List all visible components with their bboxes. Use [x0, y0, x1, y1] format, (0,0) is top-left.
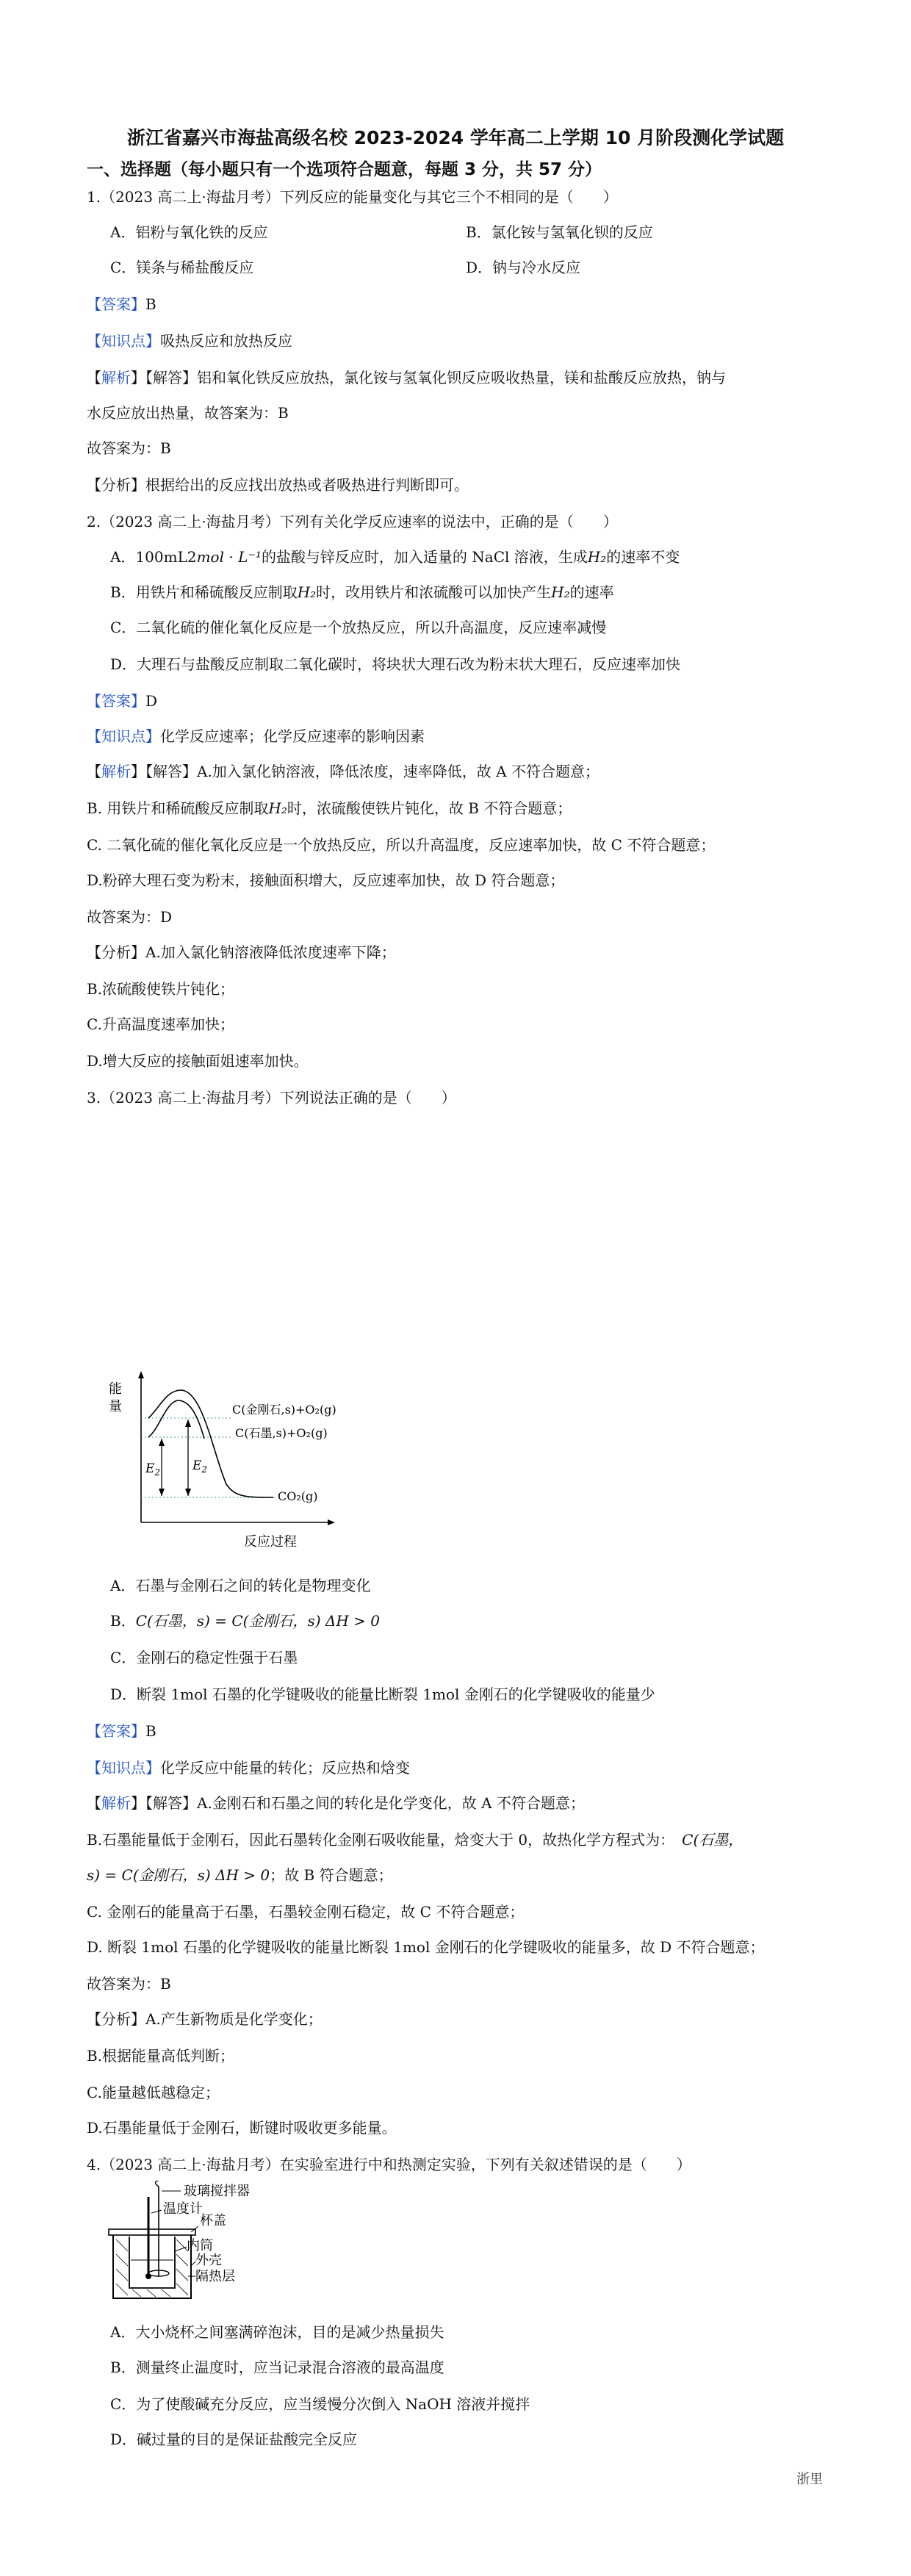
- q3-jieda-2: [87, 1830, 743, 1850]
- q4-option-a[interactable]: A．大小烧杯之间塞满碎泡沫，目的是减少热量损失: [110, 2323, 444, 2341]
- answer-label: 【答案】: [87, 295, 145, 313]
- fenxi-label: 【分析】: [87, 943, 145, 961]
- q3-fenxi-2: B.根据能量高低判断；: [87, 2047, 235, 2065]
- bracket: 】: [131, 763, 145, 780]
- leader-thermometer: [151, 2210, 162, 2213]
- q2-kp-value: 化学反应速率；化学反应速率的影响因素: [160, 727, 425, 745]
- q2-a-post: 的速率不变: [606, 548, 680, 566]
- q3-option-a[interactable]: A．石墨与金刚石之间的转化是物理变化: [110, 1577, 371, 1594]
- q1-final-answer: 故答案为：B: [87, 439, 171, 457]
- q2-knowledge-point: [87, 726, 425, 746]
- q3-jd1: 【解答】A.金刚石和石墨之间的转化是化学变化，故 A 不符合题意；: [145, 1794, 585, 1812]
- q2-a-h2: H₂: [587, 548, 607, 566]
- jiexi-label: 解析: [101, 763, 131, 780]
- label-insulation: 隔热层: [195, 2269, 235, 2284]
- q3-jieda-3: [87, 1865, 393, 1885]
- e-arrow-left-head-bottom: [159, 1489, 165, 1496]
- e-sub: 2: [201, 1464, 208, 1475]
- stirrer-hook: [156, 2181, 159, 2187]
- q1-fenxi-text: 根据给出的反应找出放热或者吸热进行判断即可。: [145, 476, 469, 494]
- q2-a-unit: mol · L⁻¹: [196, 548, 262, 566]
- q3-option-b[interactable]: [110, 1611, 380, 1631]
- e-symbol: E: [192, 1458, 202, 1473]
- q1-option-c[interactable]: C．镁条与稀盐酸反应: [110, 259, 254, 276]
- kp-label: 【知识点】: [87, 727, 160, 745]
- q2-answer: [87, 691, 157, 711]
- q2-option-c[interactable]: C．二氧化硫的催化氧化反应是一个放热反应，所以升高温度，反应速率减慢: [110, 619, 607, 636]
- q3-jd3-post: ；故 B 符合题意；: [270, 1866, 393, 1884]
- q2-final-answer: 故答案为：D: [87, 908, 173, 926]
- label-thermometer: 温度计: [163, 2201, 203, 2217]
- y-axis-arrow: [138, 1371, 144, 1378]
- q3-option-c[interactable]: C．金刚石的稳定性强于石墨: [110, 1649, 298, 1666]
- q3-jieda-1: [87, 1793, 585, 1813]
- e-label-left: [145, 1461, 160, 1478]
- e-sub: 2: [154, 1467, 161, 1478]
- q3-fx1: A.产生新物质是化学变化；: [145, 2010, 323, 2028]
- lid: [109, 2229, 195, 2235]
- q2-fenxi-4: D.增大反应的接触面姐速率加快。: [87, 1052, 309, 1070]
- q3-jd3-math: s) = C(金刚石，s) ΔH > 0: [87, 1866, 270, 1884]
- e-arrow-right-head-bottom: [185, 1489, 191, 1496]
- answer-label: 【答案】: [87, 1722, 145, 1740]
- q2-a-mid: 的盐酸与锌反应时，加入适量的 NaCl 溶液，生成: [261, 548, 588, 566]
- q3-fenxi-1: [87, 2009, 323, 2029]
- q2-fenxi-2: B.浓硫酸使铁片钝化；: [87, 980, 235, 998]
- kp-label: 【知识点】: [87, 332, 160, 350]
- fenxi-label: 【分析】: [87, 476, 145, 494]
- bracket: 】: [131, 1794, 145, 1812]
- q2-b-h2: H₂: [297, 583, 317, 601]
- q4-option-b[interactable]: B．测量终止温度时，应当记录混合溶液的最高温度: [110, 2359, 444, 2376]
- q2-option-a[interactable]: [110, 547, 680, 567]
- label-outer-shell: 外壳: [195, 2253, 222, 2268]
- q3-b-pre: B．: [110, 1612, 136, 1630]
- q3-answer: [87, 1721, 156, 1741]
- q4-stem: 4.（2023 高二上·海盐月考）在实验室进行中和热测定实验，下列有关叙述错误的是（ ）: [87, 2156, 691, 2173]
- q2-jieda-3: C. 二氧化硫的催化氧化反应是一个放热反应，所以升高温度，反应速率加快，故 C 不符合题意；: [87, 836, 716, 854]
- q2-jd2-post: 时，浓硫酸使铁片钝化，故 B 不符合题意；: [287, 799, 572, 817]
- graphite-level-label: C(石墨,s)+O₂(g): [235, 1426, 328, 1440]
- q1-kp-value: 吸热反应和放热反应: [160, 332, 292, 350]
- kp-label: 【知识点】: [87, 1759, 160, 1777]
- q3-b-equation: C(石墨，s) = C(金刚石，s) ΔH > 0: [135, 1612, 380, 1630]
- y-axis-label: 能: [109, 1381, 122, 1397]
- q2-fenxi-1: [87, 942, 396, 963]
- q1-stem: 1.（2023 高二上·海盐月考）下列反应的能量变化与其它三个不相同的是（ ）: [87, 188, 618, 206]
- q3-final-answer: 故答案为：B: [87, 1975, 171, 1993]
- bracket: 】: [131, 369, 145, 386]
- q1-option-b[interactable]: B．氯化铵与氢氧化钡的反应: [466, 223, 653, 241]
- leader-inner: [175, 2247, 187, 2251]
- y-axis-label-2: 量: [109, 1399, 122, 1414]
- q2-b-pre: B．用铁片和稀硫酸反应制取: [110, 583, 298, 601]
- jiexi-label: 解析: [101, 1794, 131, 1812]
- q3-kp-value: 化学反应中能量的转化；反应热和焓变: [160, 1759, 410, 1777]
- q1-option-a[interactable]: A．铝粉与氧化铁的反应: [110, 223, 268, 241]
- label-stirrer: 玻璃搅拌器: [184, 2184, 250, 2199]
- q3-jieda-4: C. 金刚石的能量高于石墨，石墨较金刚石稳定，故 C 不符合题意；: [87, 1903, 525, 1921]
- e-arrow-left-head-top: [159, 1439, 165, 1446]
- q2-a-pre: A．100mL2: [110, 548, 197, 566]
- q2-jieda-1: [87, 761, 599, 782]
- q2-answer-value: D: [145, 692, 158, 710]
- q1-analysis-line-2: 水反应放出热量，故答案为：B: [87, 404, 289, 422]
- q1-option-d[interactable]: D．钠与冷水反应: [466, 259, 581, 276]
- q4-option-d[interactable]: D．碱过量的目的是保证盐酸完全反应: [110, 2431, 358, 2448]
- e-symbol: E: [145, 1461, 155, 1476]
- x-axis-label: 反应过程: [244, 1534, 297, 1550]
- q1-analysis-text: 铝和氧化铁反应放热，氯化铵与氢氧化钡反应吸收热量，镁和盐酸反应放热，钠与: [197, 369, 726, 386]
- q1-analysis-line-1: 【解析】【解答】铝和氧化铁反应放热，氯化铵与氢氧化钡反应吸收热量，镁和盐酸反应放热，钠与: [87, 369, 726, 386]
- bracket: 【: [87, 763, 101, 780]
- calorimeter-diagram: [103, 2181, 294, 2313]
- q2-option-d[interactable]: D．大理石与盐酸反应制取二氧化碳时，将块状大理石改为粉末状大理石，反应速率加快: [110, 655, 681, 673]
- bracket: 【: [87, 369, 101, 386]
- q3-jieda-5: D. 断裂 1mol 石墨的化学键吸收的能量比断裂 1mol 金刚石的化学键吸收的能量多，故 D 不符合题意；: [87, 1938, 765, 1956]
- jiexi-label: 解析: [101, 369, 131, 386]
- fenxi-label: 【分析】: [87, 2010, 145, 2028]
- bracket: 【: [87, 1794, 101, 1812]
- graphite-curve: [148, 1400, 204, 1439]
- q2-stem: 2.（2023 高二上·海盐月考）下列有关化学反应速率的说法中，正确的是（ ）: [87, 513, 618, 530]
- x-axis-arrow: [328, 1519, 335, 1525]
- co2-level-label: CO₂(g): [278, 1489, 318, 1503]
- q1-answer: [87, 294, 156, 314]
- q2-b-post: 时，改用铁片和浓硫酸可以加快产生: [316, 583, 552, 601]
- inner-cup: [129, 2237, 175, 2288]
- q1-fenxi: [87, 475, 469, 495]
- q3-jd2-math: C(石墨，: [682, 1831, 743, 1849]
- q2-option-b[interactable]: [110, 582, 614, 602]
- q2-jieda-4: D.粉碎大理石变为粉末，接触面积增大，反应速率加快，故 D 符合题意；: [87, 871, 565, 889]
- energy-diagram: [88, 1367, 382, 1558]
- q4-option-c[interactable]: C．为了使酸碱充分反应，应当缓慢分次倒入 NaOH 溶液并搅拌: [110, 2395, 530, 2413]
- q1-knowledge-point: [87, 331, 292, 351]
- q3-stem: 3.（2023 高二上·海盐月考）下列说法正确的是（ ）: [87, 1089, 456, 1107]
- q3-option-d[interactable]: D．断裂 1mol 石墨的化学键吸收的能量比断裂 1mol 金刚石的化学键吸收的能量少: [110, 1685, 655, 1703]
- q3-fenxi-3: C.能量越低越稳定；: [87, 2084, 220, 2101]
- q2-jd2-pre: B. 用铁片和稀硫酸反应制取: [87, 799, 269, 817]
- e-label-right: [192, 1458, 207, 1475]
- page-title: 浙江省嘉兴市海盐高级名校 2023-2024 学年高二上学期 10 月阶段测化学试题: [126, 127, 785, 148]
- q2-jd2-h2: H₂: [268, 799, 287, 817]
- e-arrow-right-head-top: [185, 1420, 191, 1427]
- q1-answer-value: B: [145, 295, 156, 313]
- page-footer: 浙里: [796, 2472, 823, 2487]
- label-inner-cup: 内筒: [187, 2238, 213, 2253]
- section-heading: 一、选择题（每小题只有一个选项符合题意，每题 3 分，共 57 分）: [87, 160, 602, 179]
- q2-fx1: A.加入氯化钠溶液降低浓度速率下降；: [145, 943, 396, 961]
- q3-jd2: B.石墨能量低于金刚石，因此石墨转化金刚石吸收能量，焓变大于 0，故热化学方程式为：: [87, 1831, 668, 1849]
- q2-jieda-2: [87, 798, 572, 819]
- answer-label: 【答案】: [87, 692, 145, 710]
- q3-knowledge-point: [87, 1757, 410, 1778]
- q2-b-end: 的速率: [569, 583, 614, 601]
- q2-fenxi-3: C.升高温度速率加快；: [87, 1015, 234, 1033]
- q2-jd1: 【解答】A.加入氯化钠溶液，降低浓度，速率降低，故 A 不符合题意；: [145, 763, 599, 780]
- q2-b-h2b: H₂: [551, 583, 570, 601]
- diamond-level-label: C(金刚石,s)+O₂(g): [232, 1403, 336, 1417]
- label-lid: 杯盖: [200, 2213, 226, 2228]
- q3-answer-value: B: [145, 1722, 156, 1740]
- q3-fenxi-4: D.石墨能量低于金刚石，断键时吸收更多能量。: [87, 2119, 397, 2137]
